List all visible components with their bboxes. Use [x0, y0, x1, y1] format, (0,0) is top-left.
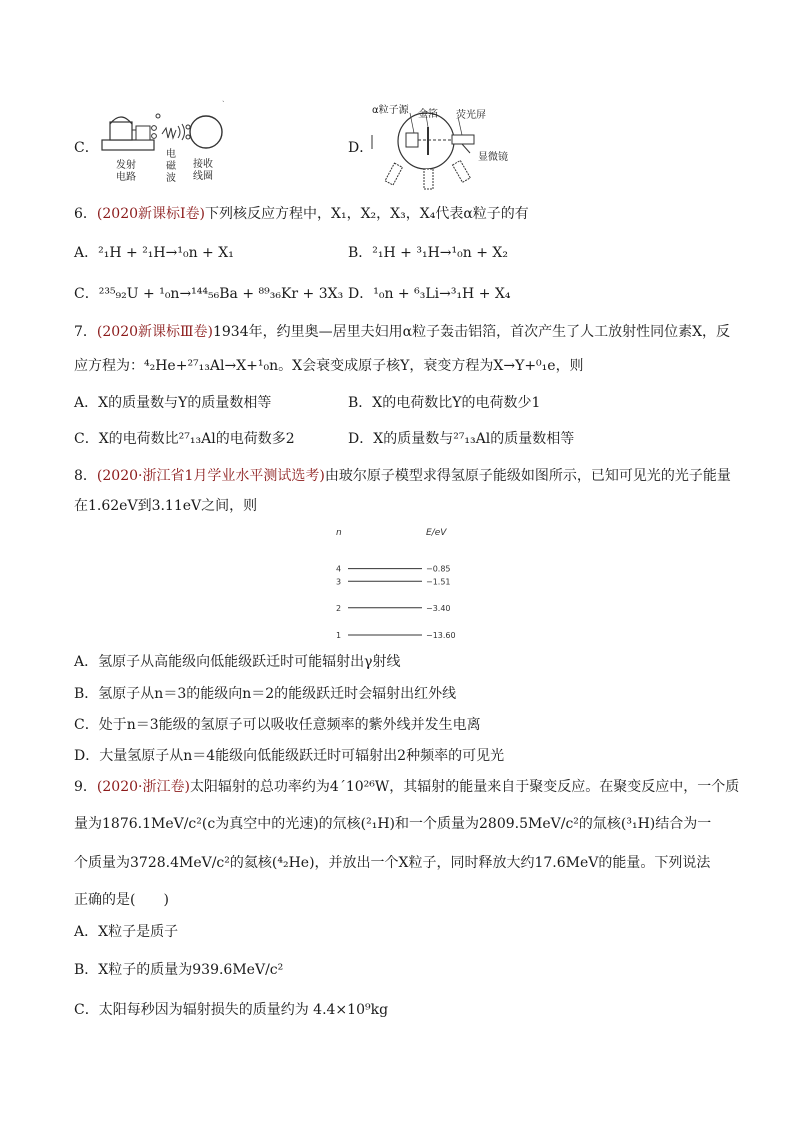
label-receive-2: 线圈 — [193, 171, 213, 182]
q9-option-b[interactable]: B．X粒子的质量为939.6MeV/c² — [74, 962, 284, 978]
label-alpha-source: α粒子源 — [372, 105, 409, 116]
axis-n-label: n — [336, 528, 342, 538]
q6-option-a-text: ²₁H + ²₁H→¹₀n + X₁ — [98, 245, 234, 261]
q9-line4: 正确的是( ) — [74, 892, 169, 908]
q7-option-b[interactable]: B．X的电荷数比Y的电荷数少1 — [348, 395, 541, 411]
label-em-3: 波 — [166, 173, 176, 184]
q6-line — [74, 207, 529, 221]
q8-number: 8． — [74, 468, 97, 484]
energy-level-n-3: 3 — [336, 577, 342, 587]
q9-line3: 个质量为3728.4MeV/c²的氦核(⁴₂He)，并放出一个X粒子，同时释放大约17.6MeV的能量。下列说法 — [74, 855, 711, 871]
q6-option-d[interactable]: D．¹₀n + ⁶₃Li→³₁H + X₄ — [348, 286, 511, 302]
q7-line1 — [74, 325, 730, 339]
q9-line1: 9．(2020·浙江卷)太阳辐射的总功率约为4´10²⁶W，其辐射的能量来自于聚变反应。在聚变反应中，一个质 — [74, 779, 740, 795]
q6-source: (2020新课标Ⅰ卷) — [96, 206, 206, 222]
q9-source: (2020·浙江卷) — [96, 779, 190, 795]
label-gold-foil: 金箔 — [418, 109, 438, 120]
q7-number: 7． — [74, 324, 97, 340]
q7-equation-2: X→Y+⁰₁e — [493, 358, 556, 374]
label-em-2: 磁 — [166, 161, 176, 172]
q9-option-a[interactable]: A．X粒子是质子 — [74, 924, 179, 940]
q8-line1: 8．(2020·浙江省1月学业水平测试选考)由玻尔原子模型求得氢原子能级如图所示，已知可见光的光子能量 — [74, 468, 731, 484]
q6-number: 6． — [74, 206, 97, 222]
axis-e-label: E/eV — [426, 528, 447, 538]
q7-equation-1: ⁴₂He+²⁷₁₃Al→X+¹₀n — [144, 358, 279, 374]
energy-level-e-2: −3.40 — [426, 603, 451, 613]
label-receive-1: 接收 — [193, 159, 213, 170]
q6-option-b-text: ²₁H + ³₁H→¹₀n + X₂ — [372, 245, 508, 261]
label-transmit-1: 发射 — [116, 160, 136, 171]
energy-level-n-2: 2 — [336, 603, 342, 613]
energy-level-n-1: 1 — [336, 631, 342, 640]
label-screen: 荧光屏 — [456, 110, 486, 121]
label-em-1: 电 — [166, 149, 176, 160]
svg-text:`: ` — [222, 101, 225, 108]
q6-option-c[interactable]: C．²³⁵₉₂U + ¹₀n→¹⁴⁴₅₆Ba + ⁸⁹₃₆Kr + 3X₃ — [74, 286, 344, 302]
q6-option-b[interactable]: B．²₁H + ³₁H→¹₀n + X₂ — [348, 245, 508, 261]
q6-option-d-text: ¹₀n + ⁶₃Li→³₁H + X₄ — [373, 286, 511, 302]
q8-option-d[interactable]: D．大量氢原子从n＝4能级向低能级跃迁时可辐射出2种频率的可见光 — [74, 748, 505, 764]
q6-option-c-text: ²³⁵₉₂U + ¹₀n→¹⁴⁴₅₆Ba + ⁸⁹₃₆Kr + 3X₃ — [98, 286, 344, 302]
energy-level-e-4: −0.85 — [426, 564, 451, 574]
q6-stem: 下列核反应方程中，X₁，X₂，X₃，X₄代表α粒子的有 — [205, 206, 529, 222]
q8-option-c[interactable]: C．处于n＝3能级的氢原子可以吸收任意频率的紫外线并发生电离 — [74, 717, 481, 733]
q5-option-d-letter: D． — [348, 140, 374, 156]
energy-level-n-4: 4 — [336, 564, 342, 574]
q7-option-d[interactable]: D．X的质量数与²⁷₁₃Al的质量数相等 — [348, 431, 575, 447]
q7-source: (2020新课标Ⅲ卷) — [96, 324, 213, 340]
hydrogen-energy-level-diagram — [330, 525, 480, 645]
q9-option-c[interactable]: C．太阳每秒因为辐射损失的质量约为 4.4×10⁹kg — [74, 1002, 389, 1018]
energy-level-e-1: −13.60 — [426, 631, 456, 640]
q8-source: (2020·浙江省1月学业水平测试选考) — [96, 468, 325, 484]
q7-option-a[interactable]: A．X的质量数与Y的质量数相等 — [74, 395, 272, 411]
q5-option-c-letter: C． — [74, 140, 99, 156]
q8-line2: 在1.62eV到3.11eV之间，则 — [74, 498, 258, 514]
q6-option-a[interactable]: A．²₁H + ²₁H→¹₀n + X₁ — [74, 245, 234, 261]
q9-line2: 量为1876.1MeV/c²(c为真空中的光速)的氘核(²₁H)和一个质量为2809.5MeV/c²的氚核(³₁H)结合为一 — [74, 816, 712, 832]
q7-stem-1: 1934年，约里奥—居里夫妇用α粒子轰击铝箔，首次产生了人工放射性同位素X，反 — [212, 324, 731, 340]
energy-level-e-3: −1.51 — [426, 577, 451, 587]
q9-number: 9． — [74, 779, 97, 795]
q8-option-a[interactable]: A．氢原子从高能级向低能级跃迁时可能辐射出γ射线 — [74, 654, 401, 670]
label-microscope: 显微镜 — [478, 152, 508, 163]
label-transmit-2: 电路 — [116, 172, 136, 183]
q7-line2: 应方程为：⁴₂He+²⁷₁₃Al→X+¹₀n。X会衰变成原子核Y，衰变方程为X→Y+⁰₁e，则 — [74, 358, 584, 374]
q7-option-c[interactable]: C．X的电荷数比²⁷₁₃Al的电荷数多2 — [74, 431, 295, 447]
q8-option-b[interactable]: B．氢原子从n＝3的能级向n＝2的能级跃迁时会辐射出红外线 — [74, 686, 457, 702]
